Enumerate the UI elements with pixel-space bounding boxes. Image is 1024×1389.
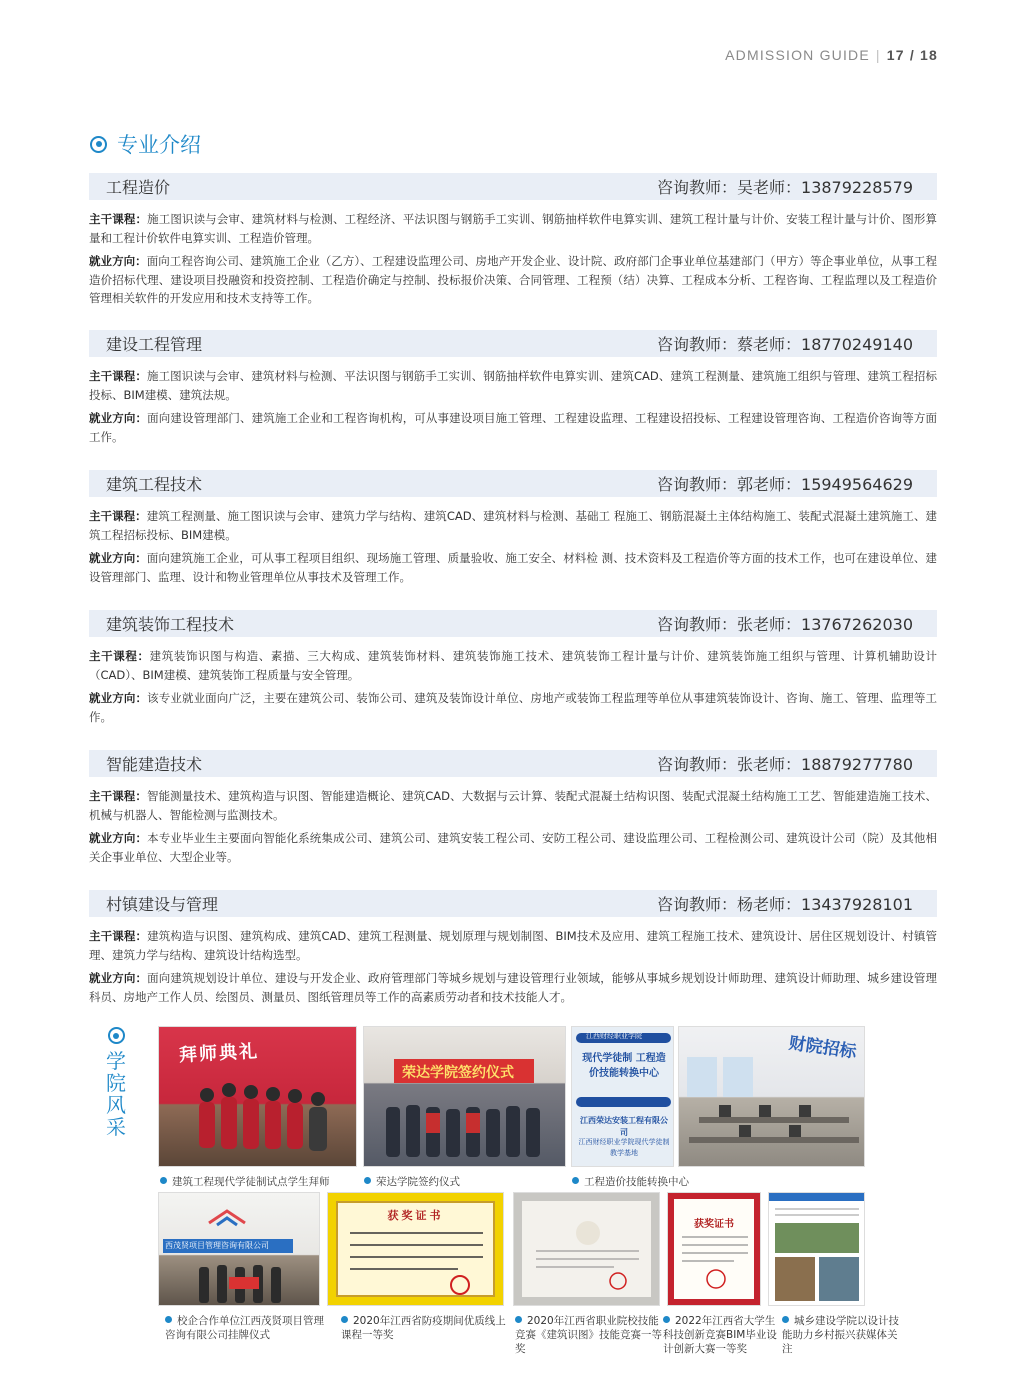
certificate-text-graphic (328, 1193, 504, 1306)
majors-list (89, 173, 937, 1013)
company-plaque-photo (158, 1192, 320, 1306)
certificate-title: 获奖证书 (694, 1219, 734, 1230)
major-header (89, 750, 937, 777)
certificate-title: 获奖证书 (387, 1209, 444, 1222)
style-title-char: 采 (106, 1115, 126, 1139)
employment-direction (89, 409, 937, 446)
header-divider: | (875, 47, 881, 63)
caption-text: 荣达学院签约仪式 (376, 1176, 460, 1188)
caption-text: 2020年江西省职业院校技能竞赛《建筑识图》技能竞赛一等奖 (515, 1315, 662, 1355)
major-item (89, 750, 937, 873)
photo-caption (663, 1314, 779, 1356)
consult-teacher: 咨询教师：吴老师：13879228579 (657, 178, 913, 197)
jobs-text: 面向建设管理部门、建筑施工企业和工程咨询机构，可从事建设项目施工管理、工程建设监理、工程建设招投标、工程建设管理咨询、工程造价咨询等方面工作。 (89, 411, 937, 444)
major-item (89, 610, 937, 733)
recognition-contest-certificate-photo (513, 1192, 660, 1306)
jobs-label: 就业方向： (89, 551, 147, 565)
jobs-label: 就业方向： (89, 971, 148, 985)
photo-caption (782, 1314, 904, 1356)
main-courses (89, 210, 937, 247)
photo-caption (165, 1314, 325, 1342)
page-total: 18 (920, 47, 938, 63)
jobs-label: 就业方向： (89, 411, 148, 425)
courses-text: 智能测量技术、建筑构造与识图、智能建造概论、建筑CAD、大数据与云计算、装配式混凝土结构识图、装配式混凝土结构施工工艺、智能建造施工技术、机械与机器人、智能检测与监测技术。 (89, 789, 938, 822)
photo-caption (515, 1314, 663, 1356)
major-name: 建设工程管理 (106, 335, 203, 354)
online-course-certificate-photo (327, 1192, 504, 1306)
major-header (89, 890, 937, 917)
courses-text: 施工图识读与会审、建筑材料与检测、平法识图与钢筋手工实训、钢筋抽样软件电算实训、建筑CAD、建筑工程测量、建筑施工组织与管理、建筑工程招标投标、BIM建模、建筑法规。 (89, 369, 938, 402)
major-header (89, 470, 937, 497)
plaque-top-text: 江西财经职业学院 (586, 1032, 642, 1040)
signing-banner: 荣达学院签约仪式 (402, 1065, 514, 1081)
employment-direction (89, 252, 937, 308)
certificate-text-graphic (668, 1193, 761, 1306)
photo-caption (364, 1175, 564, 1189)
consult-teacher: 咨询教师：蔡老师：18770249140 (657, 335, 913, 354)
guide-label: ADMISSION GUIDE (725, 47, 870, 63)
courses-label: 主干课程： (89, 369, 147, 383)
major-header (89, 610, 937, 637)
bullet-dot (160, 1177, 167, 1184)
certificate-text-graphic (514, 1193, 660, 1306)
main-courses (89, 507, 937, 544)
jobs-text: 面向建筑规划设计单位、建设与开发企业、政府管理部门等城乡规划与建设管理行业领域，能够从事城乡规划设计师助理、建筑设计师助理、城乡建设管理科员、房地产工作人员、绘图员、测量员、图纸管理员等工作的高素质劳动者和技术技能人才。 (89, 971, 937, 1004)
jobs-label: 就业方向： (89, 254, 147, 268)
consult-teacher: 咨询教师：张老师：18879277780 (657, 755, 913, 774)
photo-caption (341, 1314, 506, 1342)
caption-text: 2022年江西省大学生科技创新竞赛BIM毕业设计创新大赛一等奖 (663, 1315, 777, 1355)
photo-caption (160, 1175, 360, 1189)
plaque-mid-strip (576, 1097, 671, 1107)
article-content-graphic (769, 1193, 865, 1306)
section-title (90, 129, 201, 159)
page-number: 17 (886, 47, 905, 63)
caption-text: 2020年江西省防疫期间优质线上课程一等奖 (341, 1315, 506, 1341)
page-slash: / (909, 47, 915, 63)
main-courses (89, 367, 937, 404)
company-sign: 西茂贤项目管理咨询有限公司 (165, 1241, 269, 1250)
major-name: 智能建造技术 (106, 755, 203, 774)
courses-label: 主干课程： (89, 509, 147, 523)
major-name: 村镇建设与管理 (106, 895, 219, 914)
ceremony-people-graphic (159, 1027, 357, 1167)
jobs-text: 面向建筑施工企业，可从事工程项目组织、现场施工管理、质量验收、施工安全、材料检 测、技术资料及工程造价等方面的技术工作，也可在建设单位、建设管理部门、监理、设计和物业管理单位从事技术及管理工作。 (89, 551, 938, 584)
major-name: 工程造价 (106, 178, 171, 197)
plaque-main-text: 现代学徒制 工程造价技能转换中心 (582, 1053, 666, 1079)
section-title-text: 专业介绍 (117, 133, 201, 157)
jobs-text: 面向工程咨询公司、建筑施工企业（乙方）、工程建设监理公司、房地产开发企业、设计院、政府部门企事业单位基建部门（甲方）等企事业单位，从事工程造价招标代理、建设项目投融资和投资控制、工程造价确定与控制、投标报价决策、合同管理、工程预（结）决算、工程成本分析、工程咨询、工程监理以及工程造价管理相关软件的开发应用和技术支持等工作。 (89, 254, 938, 305)
major-name: 建筑装饰工程技术 (106, 615, 235, 634)
bullet-dot (341, 1316, 348, 1323)
caption-text: 建筑工程现代学徒制试点学生拜师 (172, 1176, 330, 1188)
photo-caption (572, 1175, 772, 1189)
bullet-dot (165, 1316, 172, 1323)
employment-direction (89, 829, 937, 866)
style-title-char: 风 (106, 1093, 126, 1117)
page-header (725, 47, 938, 63)
major-header (89, 173, 937, 200)
courses-label: 主干课程： (89, 929, 148, 943)
courses-label: 主干课程： (89, 649, 150, 663)
skill-center-plaque-photo (571, 1026, 674, 1167)
courses-text: 建筑装饰识图与构造、素描、三大构成、建筑装饰材料、建筑装饰施工技术、建筑装饰工程计量与计价、建筑装饰施工组织与管理、计算机辅助设计（CAD）、BIM建模、建筑装饰工程质量与安全管理。 (89, 649, 938, 682)
courses-text: 施工图识读与会审、建筑材料与检测、工程经济、平法识图与钢筋手工实训、钢筋抽样软件电算实训、建筑工程计量与计价、安装工程计量与计价、图形算量和工程计价软件电算实训、工程造价管理。 (89, 212, 937, 245)
main-courses (89, 927, 937, 964)
caption-text: 校企合作单位江西茂贤项目管理咨询有限公司挂牌仪式 (165, 1315, 324, 1341)
major-item (89, 890, 937, 1013)
consult-teacher: 咨询教师：张老师：13767262030 (657, 615, 913, 634)
plaque-company-text: 江西荣达安装工程有限公司 (580, 1116, 668, 1137)
apprentice-ceremony-photo (158, 1026, 357, 1167)
consult-teacher: 咨询教师：杨老师：13437928101 (657, 895, 913, 914)
consult-teacher: 咨询教师：郭老师：15949564629 (657, 475, 913, 494)
courses-label: 主干课程： (89, 212, 148, 226)
style-title-char: 院 (106, 1071, 126, 1095)
bim-contest-certificate-photo (667, 1192, 761, 1306)
caption-text: 城乡建设学院以设计技能助力乡村振兴获媒体关注 (782, 1315, 899, 1355)
major-name: 建筑工程技术 (106, 475, 203, 494)
courses-text: 建筑工程测量、施工图识读与会审、建筑力学与结构、建筑CAD、建筑材料与检测、基础工 程施工、钢筋混凝土主体结构施工、装配式混凝土建筑施工、建筑工程招标投标、BIM建模。 (89, 509, 937, 542)
employment-direction (89, 969, 937, 1006)
employment-direction (89, 689, 937, 726)
company-people-graphic (159, 1193, 320, 1306)
major-item (89, 173, 937, 313)
classroom-sign: 财院招标 (787, 1033, 858, 1063)
plaque-bottom-text: 江西财经职业学院现代学徒制教学基地 (578, 1138, 670, 1157)
bullet-dot (572, 1177, 579, 1184)
courses-text: 建筑构造与识图、建筑构成、建筑CAD、建筑工程测量、规划原理与规划制图、BIM技术及应用、建筑工程施工技术、建筑设计、居住区规划设计、村镇管理、建筑力学与结构、建筑设计结构选型。 (89, 929, 938, 962)
bullet-dot (364, 1177, 371, 1184)
caption-text: 工程造价技能转换中心 (584, 1176, 689, 1188)
employment-direction (89, 549, 937, 586)
media-article-photo (768, 1192, 865, 1306)
jobs-text: 该专业就业面向广泛，主要在建筑公司、装饰公司、建筑及装饰设计单位、房地产或装饰工程监理等单位从事建筑装饰设计、咨询、施工、管理、监理等工作。 (89, 691, 937, 724)
bullet-dot (782, 1316, 789, 1323)
main-courses (89, 787, 937, 824)
jobs-label: 就业方向： (89, 831, 148, 845)
signing-people-graphic (364, 1027, 566, 1167)
style-title-char: 学 (106, 1049, 126, 1073)
target-icon (90, 136, 107, 153)
major-item (89, 330, 937, 453)
jobs-label: 就业方向： (89, 691, 148, 705)
classroom-graphic (679, 1027, 865, 1167)
college-style-title (105, 1027, 127, 1138)
bullet-dot (515, 1316, 522, 1323)
jobs-text: 本专业毕业生主要面向智能化系统集成公司、建筑公司、建筑安装工程公司、安防工程公司、建设监理公司、工程检测公司、建筑设计公司（院）及其他相关企事业单位、大型企业等。 (89, 831, 937, 864)
main-courses (89, 647, 937, 684)
target-icon (108, 1027, 125, 1044)
bullet-dot (663, 1316, 670, 1323)
classroom-photo (678, 1026, 865, 1167)
signing-ceremony-photo (363, 1026, 566, 1167)
major-item (89, 470, 937, 593)
courses-label: 主干课程： (89, 789, 147, 803)
ceremony-banner: 拜师典礼 (178, 1040, 260, 1067)
major-header (89, 330, 937, 357)
